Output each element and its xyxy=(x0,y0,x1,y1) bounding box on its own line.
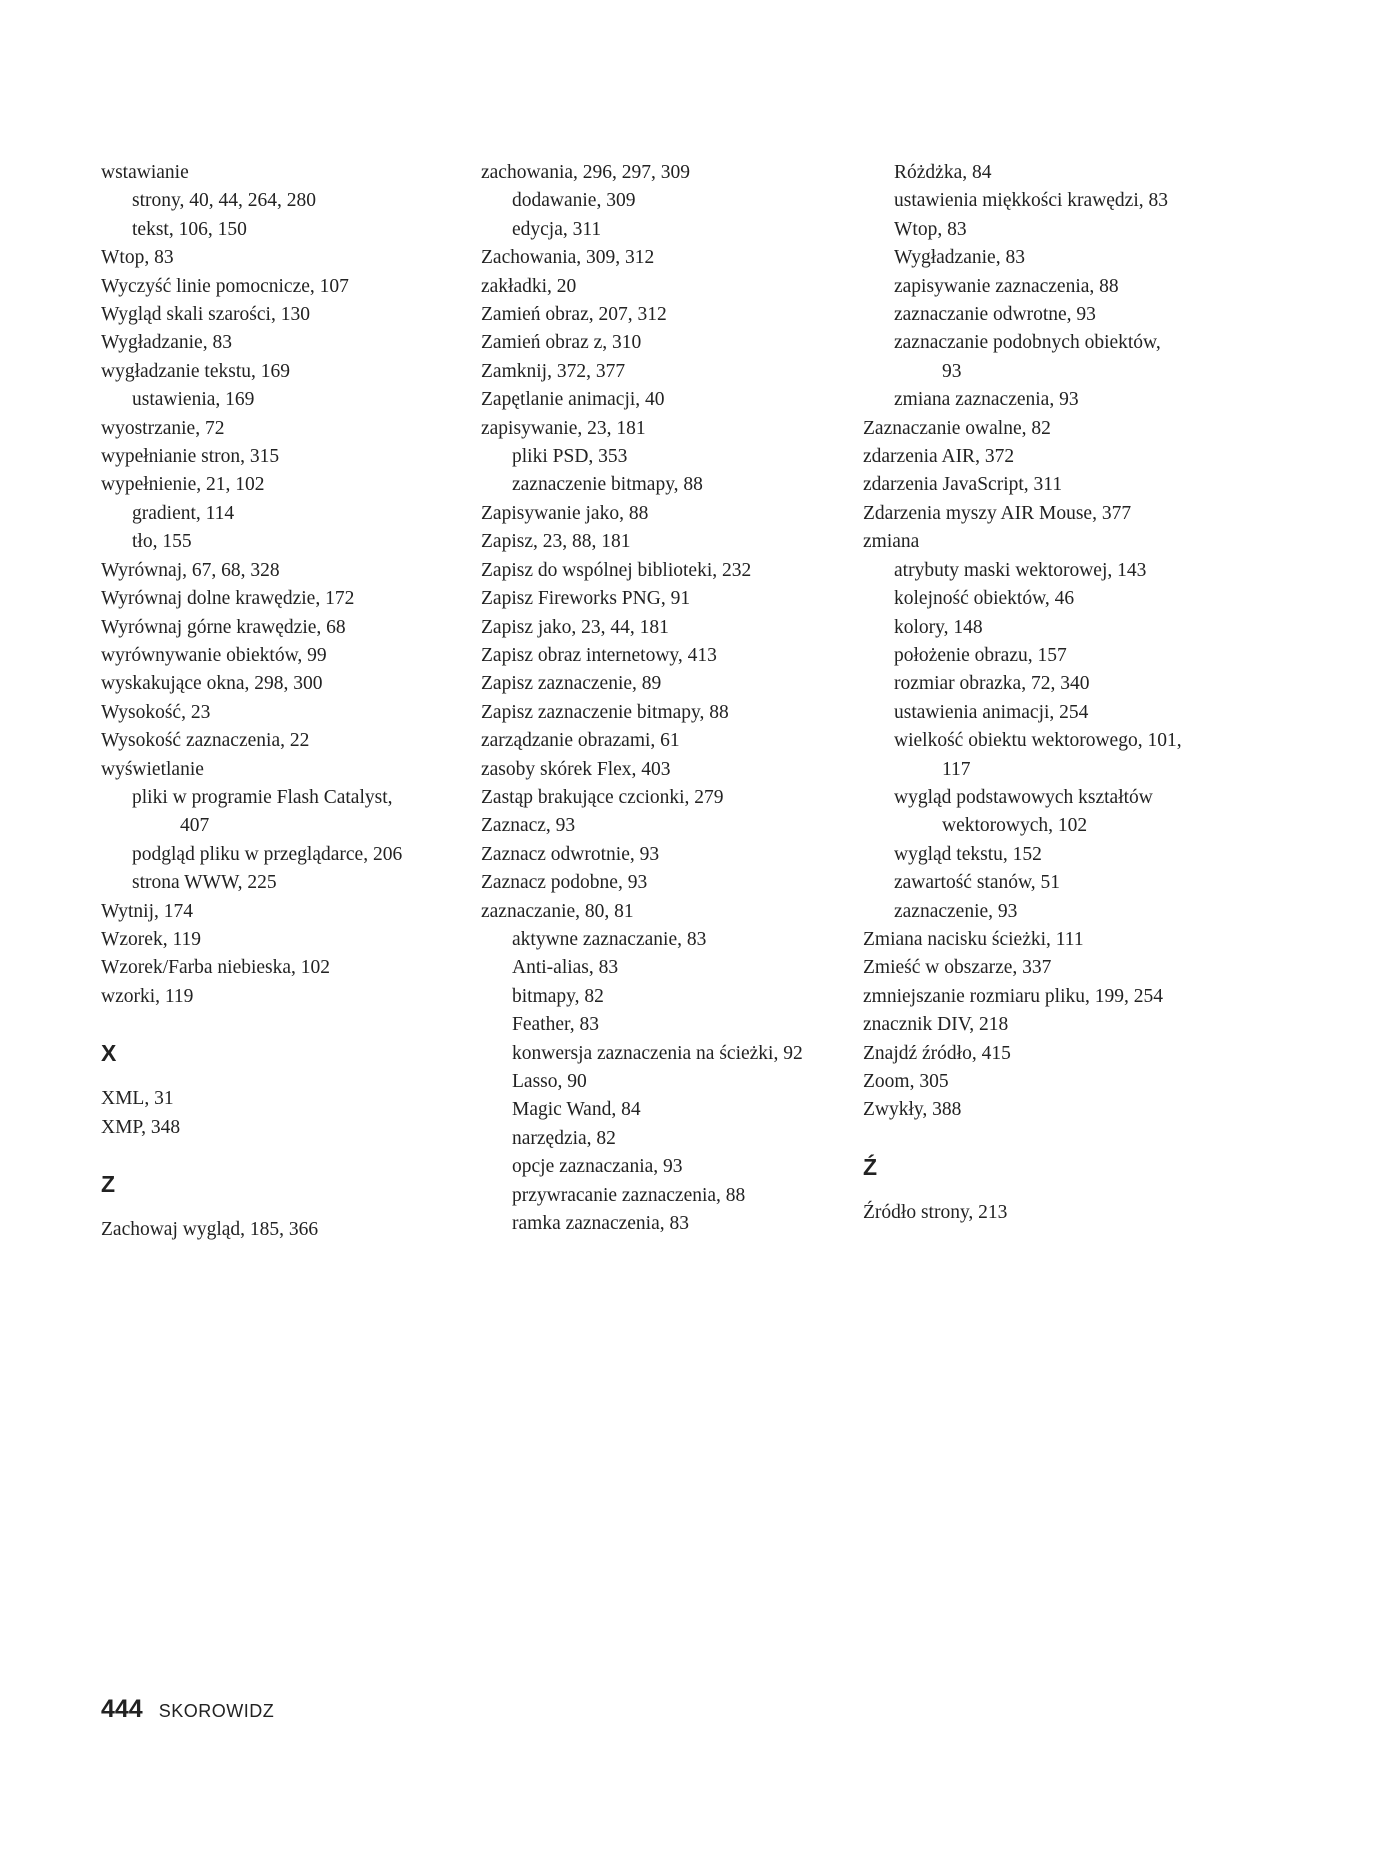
index-entry: Zmiana nacisku ścieżki, 111 xyxy=(863,928,1084,950)
index-entry: Zastąp brakujące czcionki, 279 xyxy=(481,786,724,808)
index-entry: zdarzenia AIR, 372 xyxy=(863,446,1015,468)
index-entry: Wyrównaj, 67, 68, 328 xyxy=(101,559,280,581)
index-subentry: 407 xyxy=(180,815,210,837)
index-subentry: strona WWW, 225 xyxy=(132,872,277,894)
letter-heading: Ź xyxy=(863,1153,878,1180)
index-entry: zakładki, 20 xyxy=(481,275,577,297)
index-subentry: zapisywanie zaznaczenia, 88 xyxy=(894,275,1119,297)
index-entry: zapisywanie, 23, 181 xyxy=(481,417,646,439)
index-subentry: przywracanie zaznaczenia, 88 xyxy=(512,1184,746,1206)
index-subentry: zawartość stanów, 51 xyxy=(894,872,1061,894)
letter-heading: X xyxy=(101,1040,117,1067)
index-subentry: atrybuty maski wektorowej, 143 xyxy=(894,559,1147,581)
index-entry: wyskakujące okna, 298, 300 xyxy=(101,673,323,695)
index-entry: Zapisz do wspólnej biblioteki, 232 xyxy=(481,559,752,581)
index-entry: Zaznacz podobne, 93 xyxy=(481,872,648,894)
index-entry: Wtop, 83 xyxy=(101,247,174,269)
index-entry: Zapisz jako, 23, 44, 181 xyxy=(481,616,669,638)
index-entry: Zapisz Fireworks PNG, 91 xyxy=(481,588,691,610)
index-subentry: zaznaczanie odwrotne, 93 xyxy=(894,304,1096,326)
page-footer xyxy=(101,1695,274,1724)
index-subentry: wygląd podstawowych kształtów xyxy=(894,786,1153,808)
index-subentry: Lasso, 90 xyxy=(512,1071,587,1092)
index-subentry: podgląd pliku w przeglądarce, 206 xyxy=(132,843,403,865)
index-column-1 xyxy=(101,159,451,1244)
index-subentry: pliki PSD, 353 xyxy=(512,446,628,468)
index-subentry: dodawanie, 309 xyxy=(512,190,636,212)
index-entry: Wyczyść linie pomocnicze, 107 xyxy=(101,275,349,297)
index-subentry: bitmapy, 82 xyxy=(512,985,604,1007)
index-subentry: zaznaczenie, 93 xyxy=(894,900,1018,922)
index-entry: Zaznacz, 93 xyxy=(481,815,576,837)
index-subentry: pliki w programie Flash Catalyst, xyxy=(132,786,393,808)
index-entry: Zapisz, 23, 88, 181 xyxy=(481,531,631,553)
index-subentry: Wygładzanie, 83 xyxy=(894,247,1025,269)
index-entry: Zapisz zaznaczenie, 89 xyxy=(481,673,662,695)
index-entry: wyostrzanie, 72 xyxy=(101,417,225,439)
index-entry: wygładzanie tekstu, 169 xyxy=(101,360,290,382)
index-entry: wyświetlanie xyxy=(101,758,204,780)
index-entry: Zaznacz odwrotnie, 93 xyxy=(481,843,660,865)
index-subentry: kolejność obiektów, 46 xyxy=(894,588,1075,610)
index-entry: wzorki, 119 xyxy=(101,985,194,1007)
index-subentry: wielkość obiektu wektorowego, 101, xyxy=(894,730,1182,752)
index-subentry: gradient, 114 xyxy=(132,502,235,524)
index-entry: Zapisz obraz internetowy, 413 xyxy=(481,644,717,666)
index-subentry: wygląd tekstu, 152 xyxy=(894,843,1042,865)
index-entry: XMP, 348 xyxy=(101,1116,181,1138)
index-entry: zarządzanie obrazami, 61 xyxy=(481,730,680,752)
index-subentry: 93 xyxy=(942,360,962,382)
index-column-2 xyxy=(481,159,831,1238)
index-subentry: rozmiar obrazka, 72, 340 xyxy=(894,673,1090,695)
index-entry: zmniejszanie rozmiaru pliku, 199, 254 xyxy=(863,985,1164,1007)
index-entry: zaznaczanie, 80, 81 xyxy=(481,900,634,922)
index-subentry: ustawienia animacji, 254 xyxy=(894,701,1089,723)
index-entry: wyrównywanie obiektów, 99 xyxy=(101,644,327,666)
index-entry: Zaznaczanie owalne, 82 xyxy=(863,417,1051,439)
index-subentry: Różdżka, 84 xyxy=(894,162,992,183)
index-entry: Zdarzenia myszy AIR Mouse, 377 xyxy=(863,502,1132,524)
index-entry: Zoom, 305 xyxy=(863,1071,949,1092)
index-entry: znacznik DIV, 218 xyxy=(863,1014,1009,1036)
index-subentry: zaznaczenie bitmapy, 88 xyxy=(512,474,703,496)
index-entry: zdarzenia JavaScript, 311 xyxy=(863,474,1063,496)
index-entry: Wyrównaj górne krawędzie, 68 xyxy=(101,616,346,638)
index-entry: Wygląd skali szarości, 130 xyxy=(101,304,310,326)
index-entry: zasoby skórek Flex, 403 xyxy=(481,758,671,780)
index-subentry: wektorowych, 102 xyxy=(942,815,1088,837)
index-entry: Wytnij, 174 xyxy=(101,900,193,922)
index-entry: Zachowania, 309, 312 xyxy=(481,247,655,269)
index-entry: Wygładzanie, 83 xyxy=(101,332,232,354)
index-subentry: zmiana zaznaczenia, 93 xyxy=(894,389,1079,411)
index-entry: Znajdź źródło, 415 xyxy=(863,1042,1011,1064)
index-subentry: 117 xyxy=(942,758,971,780)
index-entry: Wysokość, 23 xyxy=(101,701,211,723)
section-title: SKOROWIDZ xyxy=(158,1701,275,1721)
index-subentry: narzędzia, 82 xyxy=(512,1127,616,1149)
index-subentry: ustawienia, 169 xyxy=(132,389,255,411)
index-subentry: strony, 40, 44, 264, 280 xyxy=(132,190,316,212)
index-entry: Zapisywanie jako, 88 xyxy=(481,502,649,524)
index-entry: Zapisz zaznaczenie bitmapy, 88 xyxy=(481,701,729,723)
index-subentry: Feather, 83 xyxy=(512,1014,599,1036)
index-subentry: edycja, 311 xyxy=(512,218,602,240)
index-subentry: Wtop, 83 xyxy=(894,218,967,240)
index-subentry: ramka zaznaczenia, 83 xyxy=(512,1213,690,1235)
index-entry: Wzorek, 119 xyxy=(101,928,201,950)
index-entry: Zwykły, 388 xyxy=(863,1099,962,1121)
index-entry: Wzorek/Farba niebieska, 102 xyxy=(101,957,331,979)
index-entry: wstawianie xyxy=(101,162,189,183)
letter-heading: Z xyxy=(101,1171,116,1197)
index-subentry: konwersja zaznaczenia na ścieżki, 92 xyxy=(512,1042,803,1064)
index-entry: Zamień obraz, 207, 312 xyxy=(481,304,667,326)
index-entry: wypełnienie, 21, 102 xyxy=(101,474,265,496)
index-subentry: tekst, 106, 150 xyxy=(132,218,247,240)
index-entry: zachowania, 296, 297, 309 xyxy=(481,162,691,183)
index-subentry: Anti-alias, 83 xyxy=(512,957,619,979)
index-entry: Wysokość zaznaczenia, 22 xyxy=(101,730,310,752)
index-entry: Zachowaj wygląd, 185, 366 xyxy=(101,1219,319,1240)
index-subentry: tło, 155 xyxy=(132,531,192,553)
page-number: 444 xyxy=(101,1695,143,1723)
index-subentry: ustawienia miękkości krawędzi, 83 xyxy=(894,190,1168,212)
index-subentry: Magic Wand, 84 xyxy=(512,1099,641,1121)
index-subentry: położenie obrazu, 157 xyxy=(894,644,1067,666)
index-entry: Zmieść w obszarze, 337 xyxy=(863,957,1052,979)
index-entry: Wyrównaj dolne krawędzie, 172 xyxy=(101,588,355,610)
index-entry: Zamień obraz z, 310 xyxy=(481,332,642,354)
index-entry: wypełnianie stron, 315 xyxy=(101,446,280,468)
index-subentry: opcje zaznaczania, 93 xyxy=(512,1156,683,1178)
index-subentry: zaznaczanie podobnych obiektów, xyxy=(894,332,1161,354)
index-subentry: aktywne zaznaczanie, 83 xyxy=(512,928,707,950)
index-column-3 xyxy=(863,159,1223,1227)
index-entry: Zamknij, 372, 377 xyxy=(481,360,626,382)
index-subentry: kolory, 148 xyxy=(894,616,983,638)
index-entry: zmiana xyxy=(863,531,920,553)
index-entry: Zapętlanie animacji, 40 xyxy=(481,389,665,411)
index-entry: XML, 31 xyxy=(101,1088,174,1110)
index-entry: Źródło strony, 213 xyxy=(863,1201,1008,1223)
